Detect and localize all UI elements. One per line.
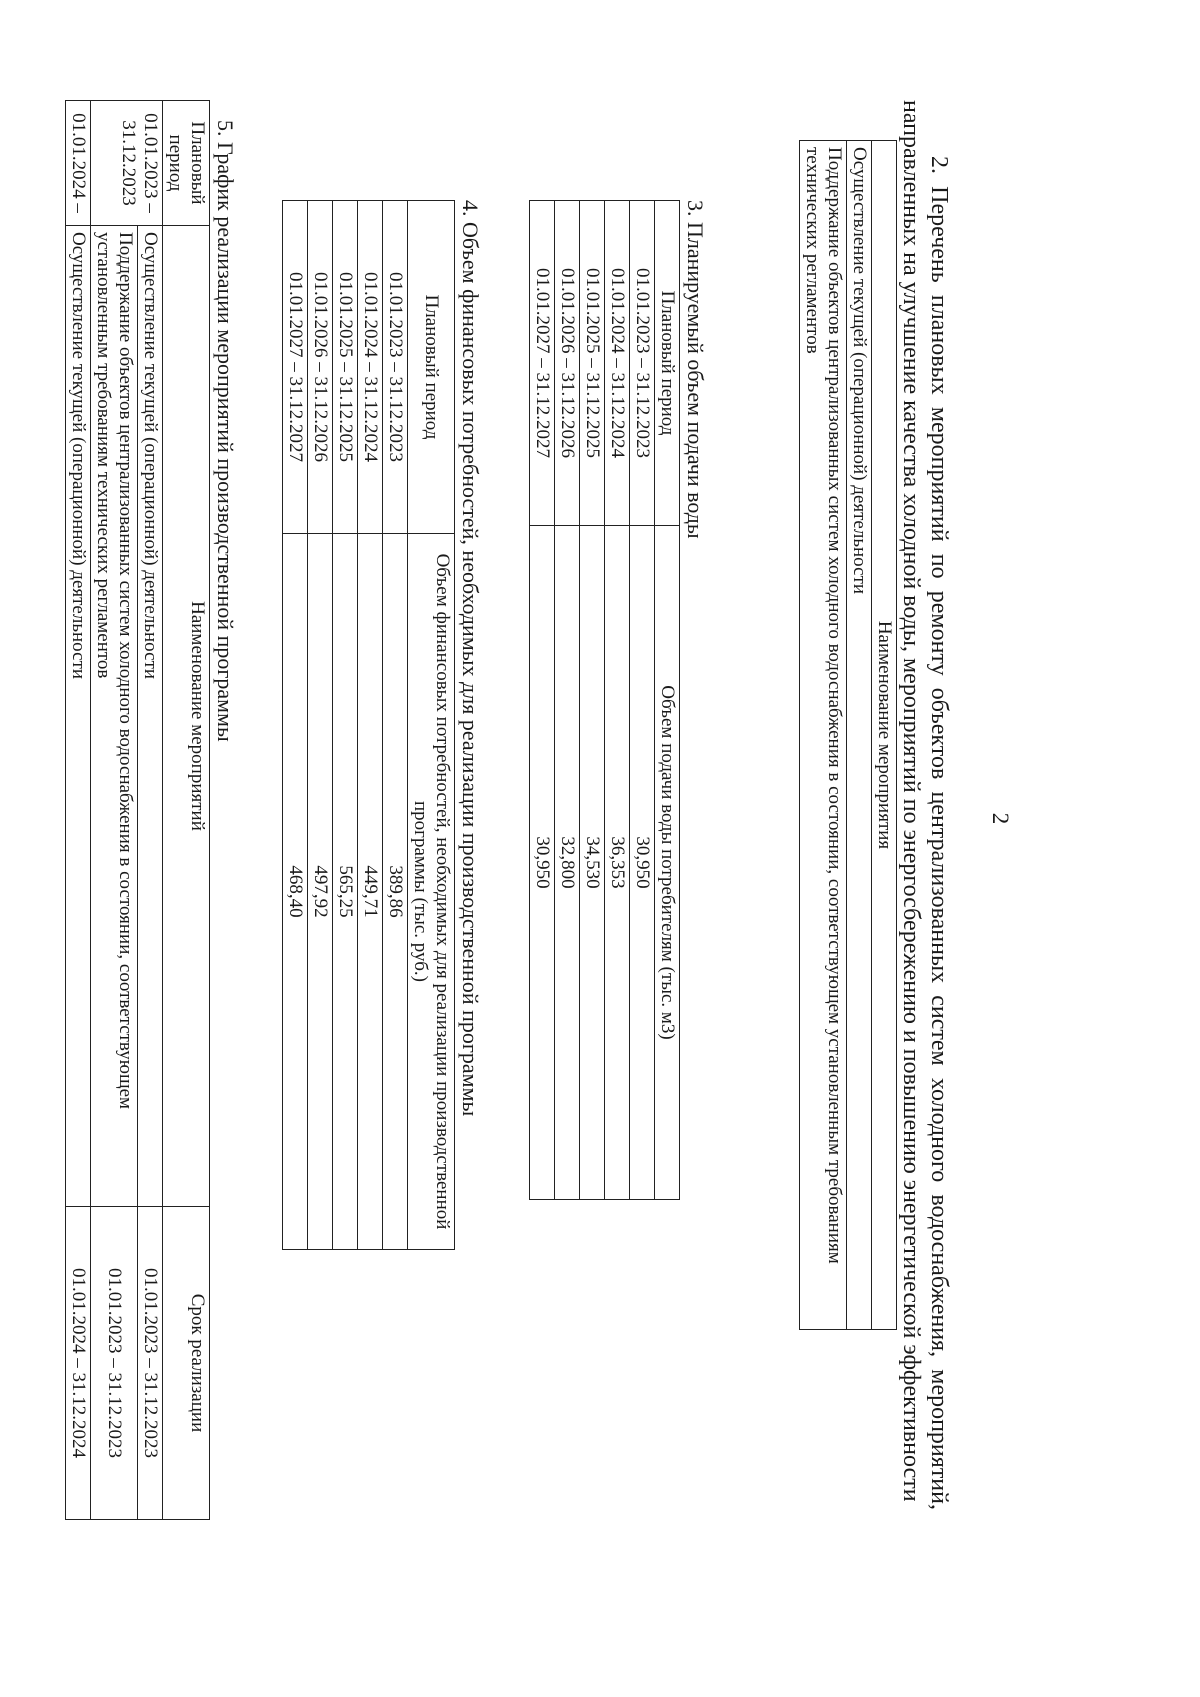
table-cell: 01.01.2026 – 31.12.2026 — [555, 201, 580, 526]
table-header: Объем подачи воды потребителям (тыс. м3) — [655, 526, 680, 1200]
page-number: 2 — [988, 812, 1013, 825]
table-row — [580, 201, 605, 1200]
table-header: Плановый период — [655, 201, 680, 526]
table-cell: 01.01.2027 – 31.12.2027 — [530, 201, 555, 526]
table-cell: 34,530 — [580, 526, 605, 1200]
section-3 — [529, 200, 708, 1200]
table-cell: Поддержание объектов централизованных систем холодного водоснабжения в состоянии, соответствующем установленным требованиям технических регламентов — [800, 141, 847, 1330]
table-header: Объем финансовых потребностей, необходимых для реализации производственной программы (тыс. руб.) — [408, 534, 455, 1250]
rotated-page-frame — [68, 60, 1013, 1577]
table-header: Плановый период — [408, 201, 455, 534]
table-row — [91, 101, 138, 1520]
table-row — [333, 201, 358, 1250]
table-header: Наименование мероприятий — [163, 226, 210, 1207]
table-cell: 01.01.2027 – 31.12.2027 — [283, 201, 308, 534]
table-cell: 01.01.2024 – 31.12.2024 — [66, 1207, 91, 1520]
table-cell: 01.01.2023 – 31.12.2023 — [630, 201, 655, 526]
table-cell: 01.01.2025 – 31.12.2025 — [580, 201, 605, 526]
table-cell: 01.01.2024 – 31.12.2024 — [605, 201, 630, 526]
section-3-table — [529, 200, 680, 1200]
table-cell: 01.01.2024 – — [66, 101, 91, 226]
table-cell: 01.01.2023 – 31.12.2023 — [138, 1207, 163, 1520]
table-header: Плановый период — [163, 101, 210, 226]
table-cell: Поддержание объектов централизованных систем холодного водоснабжения в состоянии, соответствующем установленным требованиям технических регламентов — [91, 226, 138, 1207]
section-3-title: 3. Планируемый объем подачи воды — [683, 200, 708, 539]
table-row — [605, 201, 630, 1200]
section-4-table — [282, 200, 455, 1250]
table-cell: 32,800 — [555, 526, 580, 1200]
table-header: Срок реализации — [163, 1207, 210, 1520]
table-cell: Осуществление текущей (операционной) деятельности — [66, 226, 91, 1207]
section-2-table — [799, 140, 897, 1330]
table-row — [800, 141, 847, 1330]
table-cell: 30,950 — [530, 526, 555, 1200]
table-cell: 01.01.2023 – 31.12.2023 — [91, 1207, 138, 1520]
table-row — [630, 201, 655, 1200]
table-cell: 01.01.2023 – 31.12.2023 — [91, 101, 163, 226]
table-cell: 565,25 — [333, 534, 358, 1250]
table-cell: 01.01.2024 – 31.12.2024 — [358, 201, 383, 534]
table-cell: 36,353 — [605, 526, 630, 1200]
table-cell: 01.01.2025 – 31.12.2025 — [333, 201, 358, 534]
table-row — [138, 101, 163, 1520]
table-cell: 389,86 — [383, 534, 408, 1250]
section-5 — [65, 100, 238, 1520]
table-cell: 01.01.2026 – 31.12.2026 — [308, 201, 333, 534]
table-cell: 468,40 — [283, 534, 308, 1250]
table-row — [555, 201, 580, 1200]
table-cell: 30,950 — [630, 526, 655, 1200]
table-row — [383, 201, 408, 1250]
table-cell: Осуществление текущей (операционной) деятельности — [847, 141, 872, 1330]
table-cell: 01.01.2023 – 31.12.2023 — [383, 201, 408, 534]
section-2-title: 2. Перечень плановых мероприятий по ремонту объектов централизованных систем холодного водоснабжения, мероприятий, направленных на улучшение качества холодной воды, мероприятий по энергосбережению и повышению энергетической эффективности — [898, 100, 952, 1510]
section-2 — [799, 100, 953, 1510]
table-row — [847, 141, 872, 1330]
table-row — [358, 201, 383, 1250]
table-row — [66, 101, 91, 1520]
table-cell: 497,92 — [308, 534, 333, 1250]
section-4 — [282, 200, 483, 1250]
table-header: Наименование мероприятия — [872, 141, 897, 1330]
table-cell: Осуществление текущей (операционной) деятельности — [138, 226, 163, 1207]
section-4-title: 4. Объем финансовых потребностей, необходимых для реализации производственной программы — [458, 200, 483, 1117]
section-5-title: 5. График реализации мероприятий производственной программы — [213, 120, 238, 742]
section-5-table — [65, 100, 210, 1520]
table-cell: 449,71 — [358, 534, 383, 1250]
table-row — [283, 201, 308, 1250]
table-row — [308, 201, 333, 1250]
table-row — [530, 201, 555, 1200]
